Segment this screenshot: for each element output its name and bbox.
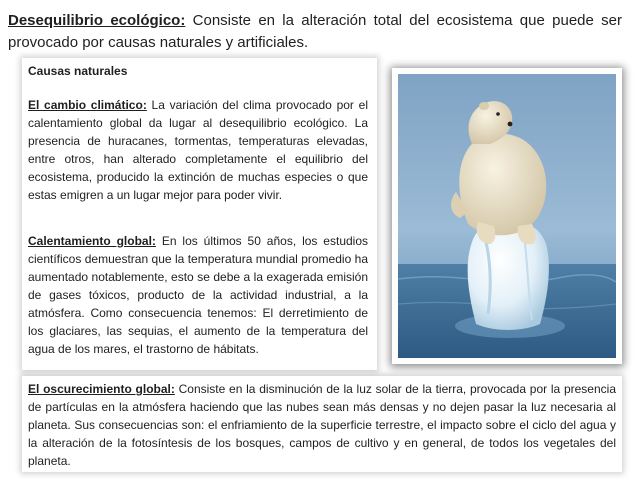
global-dimming-term: El oscurecimiento global: [28,382,175,396]
polar-bear-photo [392,68,622,364]
global-warming-text: En los últimos 50 años, los estudios científicos demuestran que la temperatura mundial promedio ha aumentado notablemente, esto se debe a la exagerada emisión de gases tóxicos, producto de la actividad industrial, a la atmósfera. Como consecuencia tenemos: El derretimiento de los glaciares, las sequias, el aumento de la temperatura del agua de los mares, el trastorno de hábitats. [28,234,369,356]
bear-ear [479,102,489,110]
global-warming-term: Calentamiento global: [28,234,156,248]
polar-bear-illustration [398,74,616,358]
climate-change-paragraph [28,96,368,204]
global-dimming-paragraph [28,380,616,470]
climate-change-text: La variación del clima provocado por el calentamiento global da lugar al desequilibrio ecológico. La presencia de huracanes, tormentas, temperaturas elevadas, entre otros, han alterado completamente el equilibrio del ecosistema, producido la extinción de muchas especies o que estas emigren a un lugar mejor para poder vivir. [28,98,368,202]
global-warming-paragraph [28,232,368,358]
bear-body [459,133,546,235]
bear-eye [496,112,500,116]
global-dimming-text: Consiste en la disminución de la luz solar de la tierra, provocada por la presencia de partículas en la atmósfera haciendo que las nubes sean más densas y no dejen pasar la luz necesaria al planeta. Sus consecuencias son: el enfriamiento de la superficie terrestre, el impacto sobre el ciclo del agua y la alteración de la fotosíntesis de los bosques, campos de cultivo y en general, de todos los vegetales del planeta. [28,382,616,468]
natural-causes-heading: Causas naturales [28,64,128,78]
climate-change-term: El cambio climático: [28,98,147,112]
intro-term: Desequilibrio ecológico: [8,12,186,29]
intro-text: Consiste en la alteración total del ecosistema que puede ser provocado por causas naturales y artificiales. [8,12,622,51]
global-dimming-panel [22,376,622,472]
bear-nose [508,122,513,127]
intro-paragraph [8,10,622,54]
natural-causes-panel [22,58,377,370]
